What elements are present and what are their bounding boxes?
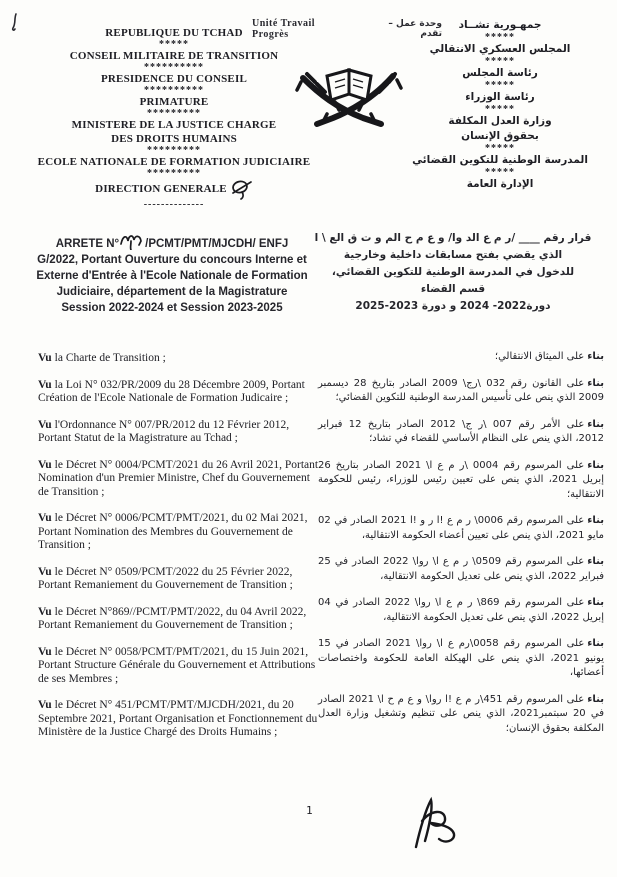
vu-text: l'Ordonnance N° 007/PR/2012 du 12 Février 2012, Portant Statut de la Magistrature au Tchad ; — [38, 418, 290, 444]
binaa-lead: بناء — [587, 377, 604, 389]
binaa-clause — [318, 350, 604, 365]
clauses-arabic — [318, 350, 604, 748]
title-body: /PCMT/PMT/MJCDH/ ENFJ G/2022, Portant Ouverture du concours Interne et Externe d'Entrée à l'Ecole Nationale de Formation Judiciaire, département de la Magistrature Session 2022-2024 et Session 2023-2025 — [36, 238, 308, 314]
binaa-lead: بناء — [587, 638, 605, 649]
vu-lead: Vu — [38, 565, 52, 578]
vu-text: la Loi N° 032/PR/2009 du 28 Décembre 2009, Portant Création de l'Ecole Nationale de Formation Judicaire ; — [38, 378, 305, 404]
star-separator: ***** — [159, 39, 189, 50]
binaa-text: على الميثاق الانتقالي؛ — [494, 351, 585, 362]
org-line-ar: جمهـورية تشــاد — [458, 19, 542, 31]
binaa-text: على الأمر رقم 007 \ر ج\ 2012 الصادر بتاريخ 12 فبراير 2012، الذي ينص على النظام الأساسي للقضاء في تشاد؛ — [318, 418, 604, 444]
decree-title-arabic — [300, 230, 606, 315]
handwritten-paraph-icon — [231, 178, 253, 200]
vu-text: le Décret N° 0006/PCMT/PMT/2021, du 02 Mai 2021, Portant Nomination des Membres du Gouvernement de Transition ; — [38, 512, 308, 551]
vu-clause — [38, 419, 320, 446]
title-prefix: ARRETE N° — [55, 238, 120, 250]
org-line: DIRECTION GENERALE — [95, 183, 227, 195]
binaa-text: على المرسوم رقم 0509\ ر م ع ا\ روا\ 2022 الصادر في 25 فبراير 2022، الذي ينص على تعديل الحكومة الانتقالية، — [318, 556, 604, 582]
binaa-clause — [318, 596, 604, 625]
org-line: DES DROITS HUMAINS — [111, 133, 237, 145]
vu-text: le Décret N° 0058/PCMT/PMT/2021, du 15 Juin 2021, Portant Structure Générale du Gouvernement et Attributions de ses Membres ; — [38, 645, 316, 685]
vu-clause — [38, 512, 320, 553]
vu-lead: Vu — [38, 458, 52, 471]
binaa-lead: بناء — [587, 515, 604, 526]
pen-mark-icon — [8, 12, 22, 34]
title-ar-line: الذي يقضي بفتح مسابقات داخلية وخارجية — [343, 249, 563, 261]
vu-lead: Vu — [38, 352, 52, 364]
org-line: MINISTERE DE LA JUSTICE CHARGE — [71, 119, 277, 131]
binaa-lead: بناء — [587, 418, 605, 430]
binaa-lead: بناء — [587, 459, 604, 471]
vu-lead: Vu — [38, 605, 52, 618]
star-separator: ***** — [485, 32, 515, 43]
vu-text: le Décret N°869//PCMT/PMT/2022, du 04 Avril 2022, Portant Remaniement du Gouvernement de Transition ; — [38, 605, 307, 631]
org-line-ar: رئاسة المجلس — [462, 67, 538, 79]
star-separator: ********** — [144, 62, 204, 73]
vu-lead: Vu — [38, 699, 52, 711]
org-line-ar: وزارة العدل المكلفة — [448, 115, 552, 127]
org-line: REPUBLIQUE DU TCHAD — [105, 27, 243, 39]
org-line: ECOLE NATIONALE DE FORMATION JUDICIAIRE — [37, 156, 311, 168]
motto-arabic: وحدة عمل – تقدم — [388, 19, 442, 39]
org-line-ar: المدرسة الوطنية للتكوين القضائي — [412, 154, 588, 166]
vu-lead: Vu — [38, 418, 52, 431]
binaa-clause — [318, 459, 604, 503]
binaa-text: على المرسوم رقم 0006\ ر م ع !ا ر و !ا 2021 الصادر في 02 مايو 2021، الذي ينص على تعيين أعضاء الحكومة الانتقالية، — [318, 515, 604, 541]
binaa-clause — [318, 637, 604, 681]
vu-text: le Décret N° 451/PCMT/PMT/MJCDH/2021, du 20 Septembre 2021, Portant Organisation et Fonctionnement du Ministère de la Justice Chargé des Droits Humains ; — [38, 699, 318, 738]
star-separator: ********* — [147, 168, 201, 179]
handwritten-initials-icon — [402, 795, 464, 853]
star-separator: ***** — [485, 56, 515, 67]
binaa-lead: بناء — [587, 556, 604, 567]
binaa-clause — [318, 514, 604, 543]
vu-clause — [38, 646, 320, 687]
star-separator: ********* — [147, 145, 201, 156]
binaa-clause — [318, 418, 604, 447]
vu-clause — [38, 379, 320, 406]
dash-separator: -------------- — [143, 199, 205, 210]
binaa-lead: بناء — [587, 693, 604, 705]
title-ar-line: للدخول في المدرسة الوطنية للتكوين القضائي، — [331, 266, 575, 278]
binaa-text: على المرسوم رقم 451\ر م ع !ا روا\ و ع م ح ا\ 2021 الصادر في 20 سبتمبر2021، الذي ينص على تنظيم وتشغيل وزارة العدل المكلفة بحقوق الإنسان؛ — [318, 693, 604, 734]
vu-text: le Décret N° 0509/PCMT/2022 du 25 Février 2022, Portant Remaniement du Gouvernement de Transition ; — [38, 565, 293, 591]
org-line: PRESIDENCE DU CONSEIL — [100, 73, 247, 85]
binaa-text: على المرسوم رقم 0058\رم ع ا\ روا\ 2021 الصادر في 15 يونيو 2021، الذي ينص على الهيكلة العامة للحكومة واختصاصات أعضائها، — [318, 638, 604, 678]
direction-generale-line — [95, 178, 253, 200]
binaa-clause — [318, 377, 604, 406]
binaa-clause — [318, 555, 604, 584]
title-ar-line: قرار رقم ____ /ر م ع الد وا/ و ع م ح الم و ت ق الع \ ا — [314, 232, 592, 244]
org-line-ar: بحقوق الإنسان — [461, 130, 539, 142]
vu-clause — [38, 606, 320, 633]
star-separator: ***** — [485, 80, 515, 91]
vu-text: la Charte de Transition ; — [54, 352, 166, 364]
binaa-lead: بناء — [587, 597, 604, 608]
vu-lead: Vu — [38, 645, 52, 658]
binaa-text: على القانون رقم 032 \رج\ 2009 الصادر بتاريخ 28 ديسمبر 2009 الذي ينص على تأسيس المدرسة الوطنية للتكوين القضائي؛ — [318, 377, 604, 403]
binaa-lead: بناء — [587, 351, 604, 362]
star-separator: ***** — [485, 104, 515, 115]
org-line-ar: الإدارة العامة — [466, 178, 534, 190]
star-separator: ********* — [147, 108, 201, 119]
vu-text: le Décret N° 0004/PCMT/2021 du 26 Avril 2021, Portant Nomination d'un Premier Ministre, Chef du Gouvernement de Transition ; — [38, 458, 319, 498]
vu-clause — [38, 352, 320, 366]
decree-title-french — [36, 232, 308, 316]
header-arabic — [398, 18, 602, 192]
vu-clause — [38, 699, 320, 740]
title-ar-line: دورة2022- 2024 و دورة 2023-2025 — [355, 300, 551, 312]
org-line-ar: المجلس العسكري الانتقالي — [429, 43, 571, 55]
title-ar-line: قسم القضاء — [420, 283, 486, 295]
header-french — [28, 26, 320, 209]
binaa-text: على المرسوم رقم 869\ ر م ع ا\ روا\ 2022 الصادر في 04 إبريل 2022، الذي ينص على تعديل الحكومة الانتقالية، — [318, 597, 604, 623]
org-line: CONSEIL MILITAIRE DE TRANSITION — [69, 50, 279, 62]
binaa-clause — [318, 693, 604, 737]
star-separator: ***** — [485, 143, 515, 154]
vu-lead: Vu — [38, 378, 52, 391]
page-number: 1 — [306, 804, 313, 817]
vu-clause — [38, 459, 320, 500]
vu-lead: Vu — [38, 512, 52, 524]
clauses-french — [38, 352, 320, 753]
handwritten-number-icon — [119, 232, 145, 250]
org-line-ar: رئاسة الوزراء — [465, 91, 535, 103]
vu-clause — [38, 566, 320, 593]
star-separator: ********** — [144, 85, 204, 96]
star-separator: ***** — [485, 167, 515, 178]
motto-french: Unité Travail Progrès — [252, 18, 316, 40]
binaa-text: على المرسوم رقم 0004 \ر م ع ا\ 2021 الصادر بتاريخ 26 إبريل 2021، الذي ينص على تعيين رئيس للوزراء، رئيس للحكومة الانتقالية؛ — [318, 459, 604, 500]
org-line: PRIMATURE — [139, 96, 209, 108]
